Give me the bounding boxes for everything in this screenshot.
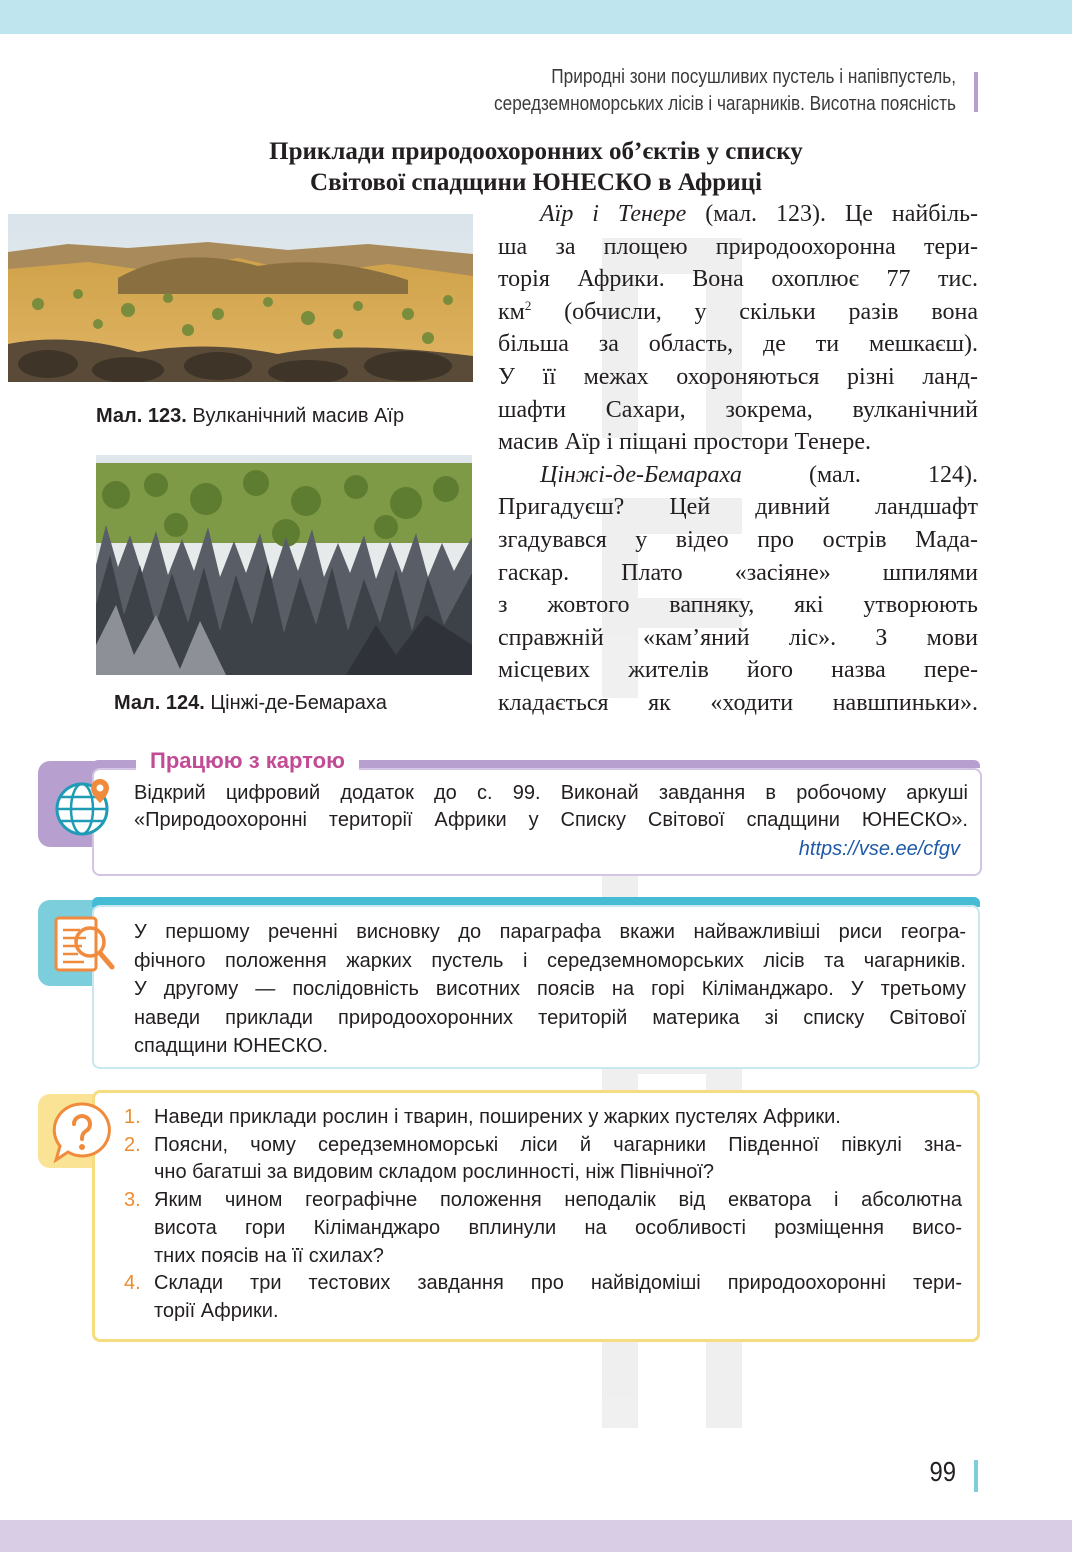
section-title-line-2: Світової спадщини ЮНЕСКО в Африці [310, 169, 762, 196]
body-text-line: більша за область, де ти мешкаєш). [498, 331, 978, 358]
question-item [120, 1270, 962, 1325]
question-line: тних поясів на її схилах? [154, 1244, 384, 1267]
figure-124-caption-text: Цінжі-де-Бемараха [210, 692, 387, 714]
figure-123-caption-text: Вулканічний масив Аїр [192, 405, 405, 427]
question-number: 2. [124, 1133, 141, 1156]
body-text-fragment: (мал. 124). [741, 461, 978, 488]
body-text-line: торія Африки. Вона охоплює 77 тис. [498, 266, 978, 293]
map-task-line: Відкрий цифровий додаток до с. 99. Виконай завдання в робочому аркуші [134, 782, 968, 804]
km-unit: км [498, 298, 525, 325]
running-head-bar [974, 72, 978, 112]
summary-line: наведи приклади природоохоронних територій материка зі списку Світової [134, 1006, 966, 1029]
superscript: 2 [524, 297, 532, 313]
globe-pin-icon [50, 775, 118, 839]
question-line: чно багатші за видовим складом рослинності, ніж Північної? [154, 1161, 715, 1184]
question-line: висота гори Кіліманджаро вплинули на особливості розміщення висо- [154, 1216, 962, 1239]
question-line: торії Африки. [154, 1299, 279, 1322]
figure-124-caption [114, 690, 387, 716]
top-color-band [0, 0, 1072, 34]
page-number-bar [974, 1460, 978, 1492]
body-text-line: ша за площею природоохоронна тери- [498, 233, 978, 260]
tsingy-name: Цінжі-де-Бемараха [540, 461, 742, 488]
map-task-text [134, 780, 968, 834]
summary-line: У другому — послідовність висотних поясів на горі Кіліманджаро. У третьому [134, 978, 966, 1000]
digital-resource-link[interactable]: https://vse.ee/cfgv [798, 838, 960, 860]
body-text-line: гаскар. Плато «засіяне» шпилями [498, 559, 978, 586]
section-title [100, 136, 972, 198]
summary-task-text [134, 918, 966, 1061]
question-number: 3. [124, 1189, 141, 1212]
question-line: Яким чином географічне положення неподалік від екватора і абсолютна [154, 1189, 962, 1212]
body-paragraph-2-line-1 [498, 459, 978, 492]
figure-123-photo [8, 214, 473, 382]
body-text-line: У її межах охороняються різні ланд- [498, 363, 978, 390]
map-task-line: «Природоохоронні території Африки у Списку Світової спадщини ЮНЕСКО». [134, 809, 968, 831]
question-item [120, 1132, 962, 1187]
questions-list [120, 1104, 962, 1326]
document-search-icon [50, 912, 120, 978]
summary-line: спадщини ЮНЕСКО. [134, 1035, 328, 1057]
question-bubble-icon [50, 1100, 114, 1164]
body-text-line [498, 296, 978, 329]
running-head [406, 64, 956, 118]
body-text-line: кладається як «ходити навшпиньки». [498, 689, 978, 716]
question-line: Поясни, чому середземноморські ліси й чагарники Південної півкулі зна- [154, 1133, 962, 1156]
bottom-color-band [0, 1520, 1072, 1552]
question-number: 4. [124, 1272, 141, 1295]
body-paragraph-1-line-1 [498, 198, 978, 231]
figure-123-label: Мал. 123. [96, 405, 187, 427]
body-text-fragment: (обчисли, у скільки разів вона [531, 298, 978, 325]
body-text-line: (мал. 123). Це найбіль- [686, 201, 979, 227]
body-text-line: згадувався у відео про острів Мада- [498, 526, 978, 553]
summary-line: У першому реченні висновку до параграфа вкажи найважливіші риси геогра- [134, 921, 966, 943]
question-line: Склади три тестових завдання про найвідоміші природоохоронні тери- [154, 1272, 962, 1295]
body-text-line: масив Аїр і піщані простори Тенере. [498, 429, 871, 456]
running-head-line-1: Природні зони посушливих пустель і напівпустель, [551, 66, 956, 88]
page-number: 99 [929, 1456, 956, 1487]
body-text [498, 198, 978, 720]
map-task-title: Працюю з картою [136, 746, 359, 776]
body-text-line: місцевих жителів його назва пере- [498, 657, 978, 684]
summary-line: фічного положення жарких пустель і середземноморських лісів та чагарників. [134, 949, 966, 972]
question-line: Наведи приклади рослин і тварин, поширених у жарких пустелях Африки. [154, 1106, 841, 1128]
body-text-line: справжній «кам’яний ліс». З мови [498, 624, 978, 651]
question-number: 1. [124, 1106, 141, 1128]
figure-123-caption [96, 403, 404, 429]
body-text-line: з жовтого вапняку, які утворюють [498, 592, 978, 619]
running-head-line-2: середземноморських лісів і чагарників. Висотна поясність [494, 93, 956, 115]
body-text-line: Пригадуєш? Цей дивний ландшафт [498, 494, 978, 521]
body-text-line: шафти Сахари, зокрема, вулканічний [498, 396, 978, 423]
figure-124-label: Мал. 124. [114, 692, 205, 714]
figure-124-photo [96, 455, 472, 675]
ahir-tenere-name: Аїр і Тенере [540, 201, 687, 227]
question-item [120, 1187, 962, 1270]
question-item [120, 1104, 962, 1132]
section-title-line-1: Приклади природоохоронних об’єктів у списку [269, 138, 803, 165]
